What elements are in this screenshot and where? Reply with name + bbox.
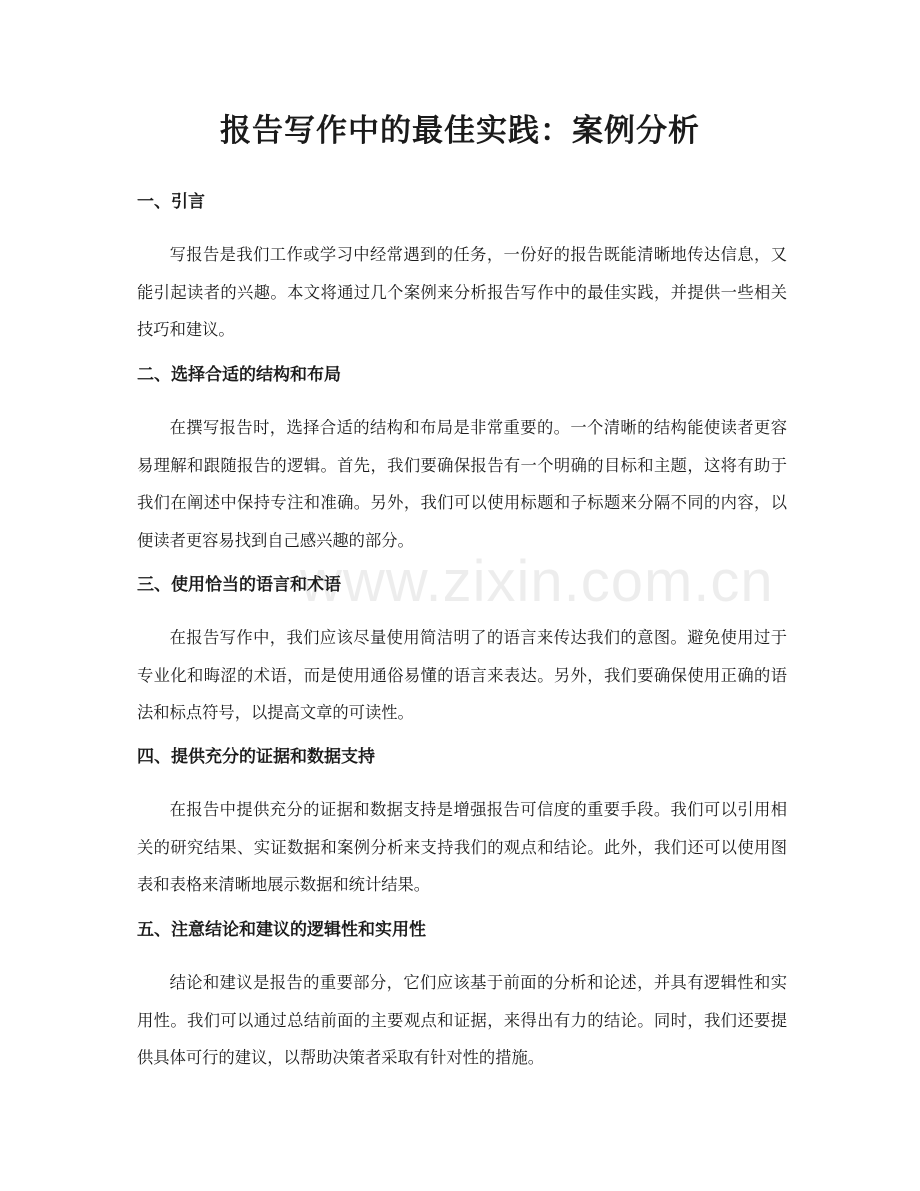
section-paragraph: 在撰写报告时，选择合适的结构和布局是非常重要的。一个清晰的结构能使读者更容易理解和跟随报告的逻辑。首先，我们要确保报告有一个明确的目标和主题，这将有助于我们在阐述中保持专注和准确。另外，我们可以使用标题和子标题来分隔不同的内容，以便读者更容易找到自己感兴趣的部分。 [137, 418, 787, 550]
watermark: www.zixin.com.cn [300, 549, 774, 614]
section-heading: 一、引言 [137, 192, 205, 212]
section-heading: 三、使用恰当的语言和术语 [137, 575, 341, 595]
section-language-terms [137, 573, 787, 732]
section-paragraph: 在报告中提供充分的证据和数据支持是增强报告可信度的重要手段。我们可以引用相关的研究结果、实证数据和案例分析来支持我们的观点和结论。此外，我们还可以使用图表和表格来清晰地展示数据和统计结果。 [137, 800, 787, 894]
section-paragraph: 结论和建议是报告的重要部分，它们应该基于前面的分析和论述，并具有逻辑性和实用性。我们可以通过总结前面的主要观点和证据，来得出有力的结论。同时，我们还要提供具体可行的建议，以帮助决策者采取有针对性的措施。 [137, 973, 787, 1067]
document-title: 报告写作中的最佳实践：案例分析 [220, 113, 700, 149]
section-heading: 五、注意结论和建议的逻辑性和实用性 [137, 920, 426, 940]
section-heading: 四、提供充分的证据和数据支持 [137, 747, 375, 767]
section-paragraph: 在报告写作中，我们应该尽量使用简洁明了的语言来传达我们的意图。避免使用过于专业化和晦涩的术语，而是使用通俗易懂的语言来表达。另外，我们要确保使用正确的语法和标点符号，以提高文章的可读性。 [137, 628, 787, 722]
section-paragraph: 写报告是我们工作或学习中经常遇到的任务，一份好的报告既能清晰地传达信息，又能引起读者的兴趣。本文将通过几个案例来分析报告写作中的最佳实践，并提供一些相关技巧和建议。 [137, 245, 787, 339]
section-evidence-data [137, 745, 787, 904]
section-conclusions-recommendations [137, 918, 787, 1077]
section-structure-layout [137, 363, 787, 559]
section-introduction [137, 190, 787, 349]
section-heading: 二、选择合适的结构和布局 [137, 365, 341, 385]
